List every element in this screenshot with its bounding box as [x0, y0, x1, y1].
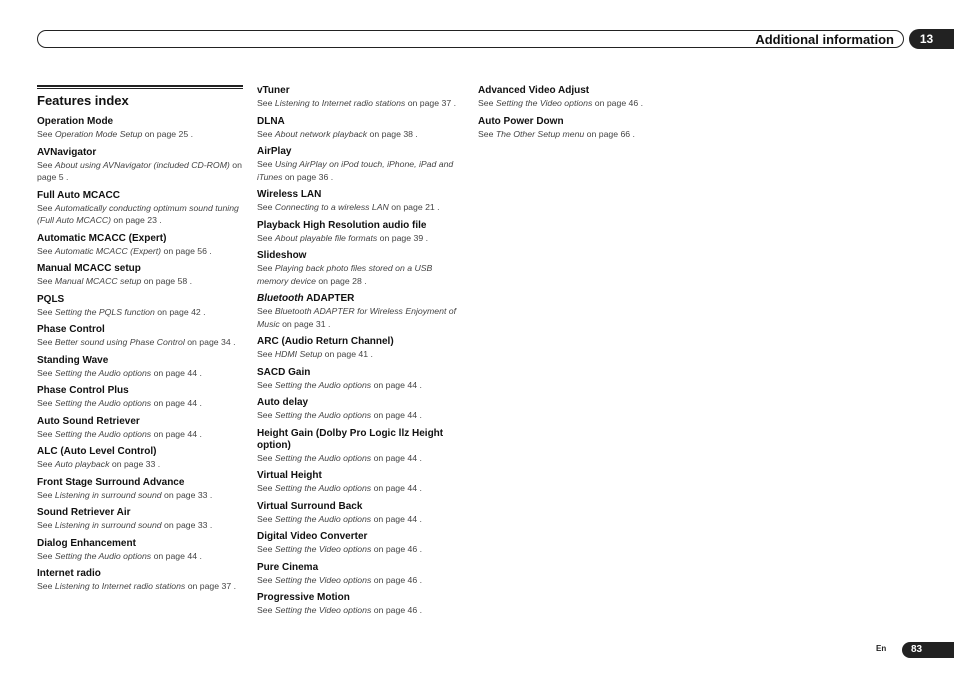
index-column-3 [478, 85, 684, 146]
index-term-text: Operation Mode [37, 116, 114, 127]
index-term-text: Dialog Enhancement [37, 537, 136, 549]
index-reference [257, 604, 463, 617]
index-reference [37, 489, 243, 502]
index-entry [257, 293, 463, 330]
index-column-2 [257, 85, 463, 623]
cross-reference-link[interactable]: Setting the Audio options [54, 428, 152, 439]
cross-reference-link[interactable]: Playing back photo files stored on a USB memory device [257, 263, 433, 286]
index-term-text: Sound Retriever Air [37, 507, 131, 518]
see-label: See [37, 337, 55, 347]
page-reference: on page 37 . [405, 98, 457, 108]
index-entry [37, 190, 243, 227]
page-reference: on page 37 . [185, 581, 237, 591]
page-reference: on page 39 . [377, 232, 428, 243]
page-reference: on page 33 . [161, 520, 213, 530]
index-entry [37, 147, 243, 184]
index-term [37, 355, 243, 367]
index-reference [257, 574, 463, 587]
index-reference [37, 202, 243, 227]
index-entry [257, 592, 463, 617]
index-reference [257, 158, 463, 183]
index-reference [257, 543, 463, 556]
see-label: See [257, 379, 275, 390]
index-term-text: Automatic MCACC (Expert) [37, 232, 167, 244]
see-label: See [37, 520, 55, 530]
index-term-text: Progressive Motion [257, 592, 350, 603]
index-term [478, 85, 684, 97]
index-term-italic: Bluetooth [257, 293, 304, 304]
index-reference [37, 367, 243, 380]
index-term-text: Standing Wave [37, 354, 109, 366]
see-label: See [37, 489, 55, 500]
index-reference [478, 97, 684, 110]
index-entry [257, 116, 463, 141]
see-label: See [37, 245, 55, 256]
index-entry [257, 336, 463, 361]
see-label: See [257, 605, 275, 615]
index-term-text: Auto Sound Retriever [37, 415, 140, 427]
cross-reference-link[interactable]: Listening to Internet radio stations [274, 98, 406, 108]
index-term-text: Manual MCACC setup [37, 263, 141, 274]
index-term [478, 116, 684, 128]
index-term [257, 397, 463, 409]
see-label: See [257, 574, 275, 585]
index-entry [478, 85, 684, 110]
index-term [257, 293, 463, 305]
index-entry [257, 250, 463, 287]
index-term [37, 385, 243, 397]
index-term-text: ARC (Audio Return Channel) [257, 336, 394, 347]
see-label: See [257, 452, 275, 463]
section-rule-thin [37, 88, 243, 89]
index-term-text: Playback High Resolution audio file [257, 219, 427, 231]
index-term [37, 507, 243, 519]
page-reference: on page 46 . [371, 605, 423, 615]
index-entry [257, 220, 463, 245]
index-term [37, 446, 243, 458]
index-term [37, 263, 243, 275]
index-term-text: ADAPTER [303, 293, 355, 304]
page-reference: on page 44 . [151, 398, 202, 408]
index-term [37, 116, 243, 128]
page-reference: on page 41 . [322, 349, 373, 359]
page-reference: on page 23 . [111, 215, 162, 225]
index-reference [257, 348, 463, 361]
index-term [257, 146, 463, 158]
section-title: Features index [37, 93, 129, 108]
index-term-text: Digital Video Converter [257, 531, 368, 542]
index-entry [37, 294, 243, 319]
index-term [257, 562, 463, 574]
index-term-text: Phase Control [37, 324, 105, 335]
index-reference [257, 379, 463, 392]
index-entry [37, 355, 243, 380]
index-entry [37, 568, 243, 593]
page-reference: on page 44 . [371, 452, 422, 463]
see-label: See [37, 367, 55, 378]
index-term-text: Virtual Height [257, 470, 322, 481]
cross-reference-link[interactable]: Auto playback [54, 459, 110, 469]
index-term [257, 501, 463, 513]
see-label: See [257, 128, 275, 139]
cross-reference-link[interactable]: Setting the Audio options [274, 379, 372, 390]
cross-reference-link[interactable]: About using AVNavigator (included CD-ROM) [54, 159, 230, 170]
page-reference: on page 44 . [371, 483, 422, 493]
index-reference [37, 306, 243, 319]
page-reference: on page 33 . [109, 459, 161, 469]
index-term [257, 531, 463, 543]
index-reference [37, 159, 243, 184]
see-label: See [257, 483, 275, 493]
index-term [37, 233, 243, 245]
cross-reference-link[interactable]: Setting the Video options [495, 98, 593, 108]
index-term-text: AirPlay [257, 146, 292, 157]
page-reference: on page 44 . [371, 410, 422, 420]
index-reference [37, 245, 243, 258]
index-term [257, 189, 463, 201]
index-term [37, 568, 243, 580]
index-term-text: Front Stage Surround Advance [37, 476, 185, 488]
index-term-text: DLNA [257, 115, 285, 127]
index-entry [37, 385, 243, 410]
cross-reference-link[interactable]: Using AirPlay on iPod touch, iPhone, iPad and iTunes [257, 159, 454, 182]
index-term [37, 190, 243, 202]
index-reference [37, 336, 243, 349]
cross-reference-link[interactable]: Listening in surround sound [54, 489, 162, 500]
index-reference [257, 305, 463, 330]
index-term [257, 250, 463, 262]
index-term-text: Advanced Video Adjust [478, 85, 590, 96]
page-reference: on page 58 . [141, 276, 193, 286]
cross-reference-link[interactable]: Setting the PQLS function [54, 306, 155, 317]
see-label: See [257, 349, 275, 359]
cross-reference-link[interactable]: Setting the Audio options [54, 550, 152, 561]
index-term-text: Auto Power Down [478, 115, 564, 127]
index-reference [257, 452, 463, 465]
cross-reference-link[interactable]: Setting the Video options [274, 544, 372, 554]
cross-reference-link[interactable]: Setting the Video options [274, 605, 372, 615]
index-term-text: PQLS [37, 293, 65, 305]
index-term-text: Pure Cinema [257, 561, 319, 573]
chapter-title: Additional information [755, 32, 894, 47]
index-reference [257, 97, 463, 110]
see-label: See [257, 544, 275, 554]
page-reference: on page 44 . [151, 428, 202, 439]
index-entry [257, 367, 463, 392]
cross-reference-link[interactable]: About playable file formats [274, 232, 378, 243]
index-term-text: Height Gain (Dolby Pro Logic llz Height option) [257, 427, 444, 451]
index-term-text: Internet radio [37, 568, 101, 579]
index-reference [478, 128, 684, 141]
page-number-tab: 83 [902, 642, 954, 658]
index-reference [257, 201, 463, 214]
see-label: See [257, 410, 275, 420]
page-reference: on page 66 . [584, 128, 635, 139]
index-term-text: Phase Control Plus [37, 385, 129, 396]
index-entry [37, 538, 243, 563]
cross-reference-link[interactable]: Setting the Audio options [274, 513, 372, 524]
index-entry [257, 470, 463, 495]
see-label: See [37, 129, 55, 139]
index-entry [257, 501, 463, 526]
see-label: See [257, 159, 275, 169]
page-reference: on page 46 . [371, 574, 423, 585]
index-term-text: SACD Gain [257, 366, 311, 378]
cross-reference-link[interactable]: Setting the Audio options [274, 483, 372, 493]
page-reference: on page 34 . [184, 337, 236, 347]
index-reference [37, 128, 243, 141]
page-reference: on page 31 . [279, 318, 331, 329]
page-reference: on page 56 . [161, 245, 212, 256]
language-label: En [876, 644, 887, 653]
index-entry [257, 146, 463, 183]
index-entry [257, 428, 463, 465]
see-label: See [257, 98, 275, 108]
page-reference: on page 46 . [592, 98, 644, 108]
cross-reference-link[interactable]: Operation Mode Setup [54, 129, 143, 139]
index-reference [257, 513, 463, 526]
index-column-1 [37, 116, 243, 599]
index-reference [37, 458, 243, 471]
see-label: See [37, 276, 55, 286]
see-label: See [37, 550, 55, 561]
see-label: See [257, 513, 275, 524]
index-entry [37, 116, 243, 141]
see-label: See [37, 159, 55, 170]
cross-reference-link[interactable]: Setting the Audio options [274, 410, 372, 420]
index-term [37, 147, 243, 159]
index-term-text: Full Auto MCACC [37, 189, 120, 201]
page-reference: on page 44 . [371, 513, 422, 524]
index-term [257, 85, 463, 97]
page-reference: on page 44 . [151, 550, 202, 561]
index-reference [257, 128, 463, 141]
index-term [257, 470, 463, 482]
cross-reference-link[interactable]: The Other Setup menu [495, 128, 585, 139]
cross-reference-link[interactable]: Bluetooth ADAPTER for Wireless Enjoyment of Music [257, 306, 457, 329]
see-label: See [37, 581, 55, 591]
index-entry [37, 477, 243, 502]
index-reference [257, 409, 463, 422]
index-term [37, 538, 243, 550]
index-entry [37, 507, 243, 532]
index-term [257, 336, 463, 348]
index-entry [37, 233, 243, 258]
cross-reference-link[interactable]: About network playback [274, 128, 368, 139]
page-reference: on page 46 . [371, 544, 423, 554]
index-entry [257, 397, 463, 422]
page-reference: on page 33 . [161, 489, 213, 500]
index-entry [257, 85, 463, 110]
cross-reference-link[interactable]: Setting the Audio options [274, 452, 372, 463]
index-term [257, 592, 463, 604]
index-entry [478, 116, 684, 141]
index-term [257, 116, 463, 128]
index-term-text: ALC (Auto Level Control) [37, 446, 157, 457]
cross-reference-link[interactable]: Connecting to a wireless LAN [274, 202, 389, 212]
index-reference [257, 232, 463, 245]
cross-reference-link[interactable]: Automatically conducting optimum sound tuning (Full Auto MCACC) [37, 202, 239, 225]
index-term-text: Slideshow [257, 250, 307, 261]
index-reference [37, 428, 243, 441]
see-label: See [37, 398, 55, 408]
index-term-text: vTuner [257, 85, 290, 96]
page-reference: on page 38 . [367, 128, 418, 139]
index-reference [37, 580, 243, 593]
cross-reference-link[interactable]: Automatic MCACC (Expert) [54, 245, 162, 256]
index-entry [37, 263, 243, 288]
index-entry [37, 416, 243, 441]
see-label: See [37, 202, 55, 213]
index-entry [257, 189, 463, 214]
page-reference: on page 5 . [37, 159, 242, 182]
page-reference: on page 42 . [154, 306, 206, 317]
cross-reference-link[interactable]: Setting the Video options [274, 574, 372, 585]
page-reference: on page 28 . [315, 275, 367, 286]
page-reference: on page 36 . [282, 171, 334, 182]
index-reference [257, 482, 463, 495]
index-term [37, 324, 243, 336]
cross-reference-link[interactable]: Setting the Audio options [54, 398, 152, 408]
see-label: See [37, 459, 55, 469]
see-label: See [257, 232, 275, 243]
page-reference: on page 25 . [142, 129, 194, 139]
index-reference [37, 397, 243, 410]
cross-reference-link[interactable]: Listening in surround sound [54, 520, 162, 530]
index-entry [37, 324, 243, 349]
section-rule [37, 85, 243, 87]
index-reference [257, 262, 463, 287]
index-term [37, 416, 243, 428]
cross-reference-link[interactable]: Better sound using Phase Control [54, 337, 185, 347]
index-reference [37, 275, 243, 288]
page-reference: on page 44 . [151, 367, 202, 378]
index-term [37, 477, 243, 489]
see-label: See [257, 306, 275, 316]
see-label: See [257, 202, 275, 212]
index-term-text: Auto delay [257, 397, 309, 408]
index-term [257, 367, 463, 379]
page-reference: on page 21 . [388, 202, 440, 212]
index-term [257, 428, 463, 452]
index-reference [37, 550, 243, 563]
see-label: See [257, 263, 275, 273]
index-entry [37, 446, 243, 471]
index-entry [257, 531, 463, 556]
see-label: See [37, 428, 55, 439]
index-term [37, 294, 243, 306]
see-label: See [478, 128, 496, 139]
see-label: See [478, 98, 496, 108]
index-term [257, 220, 463, 232]
cross-reference-link[interactable]: Manual MCACC setup [54, 276, 142, 286]
cross-reference-link[interactable]: HDMI Setup [274, 349, 323, 359]
index-term-text: AVNavigator [37, 146, 97, 158]
cross-reference-link[interactable]: Listening to Internet radio stations [54, 581, 186, 591]
index-reference [37, 519, 243, 532]
chapter-number-tab: 13 [909, 29, 954, 49]
see-label: See [37, 306, 55, 317]
page-reference: on page 44 . [371, 379, 422, 390]
index-term-text: Virtual Surround Back [257, 500, 363, 512]
index-entry [257, 562, 463, 587]
cross-reference-link[interactable]: Setting the Audio options [54, 367, 152, 378]
index-term-text: Wireless LAN [257, 189, 322, 200]
